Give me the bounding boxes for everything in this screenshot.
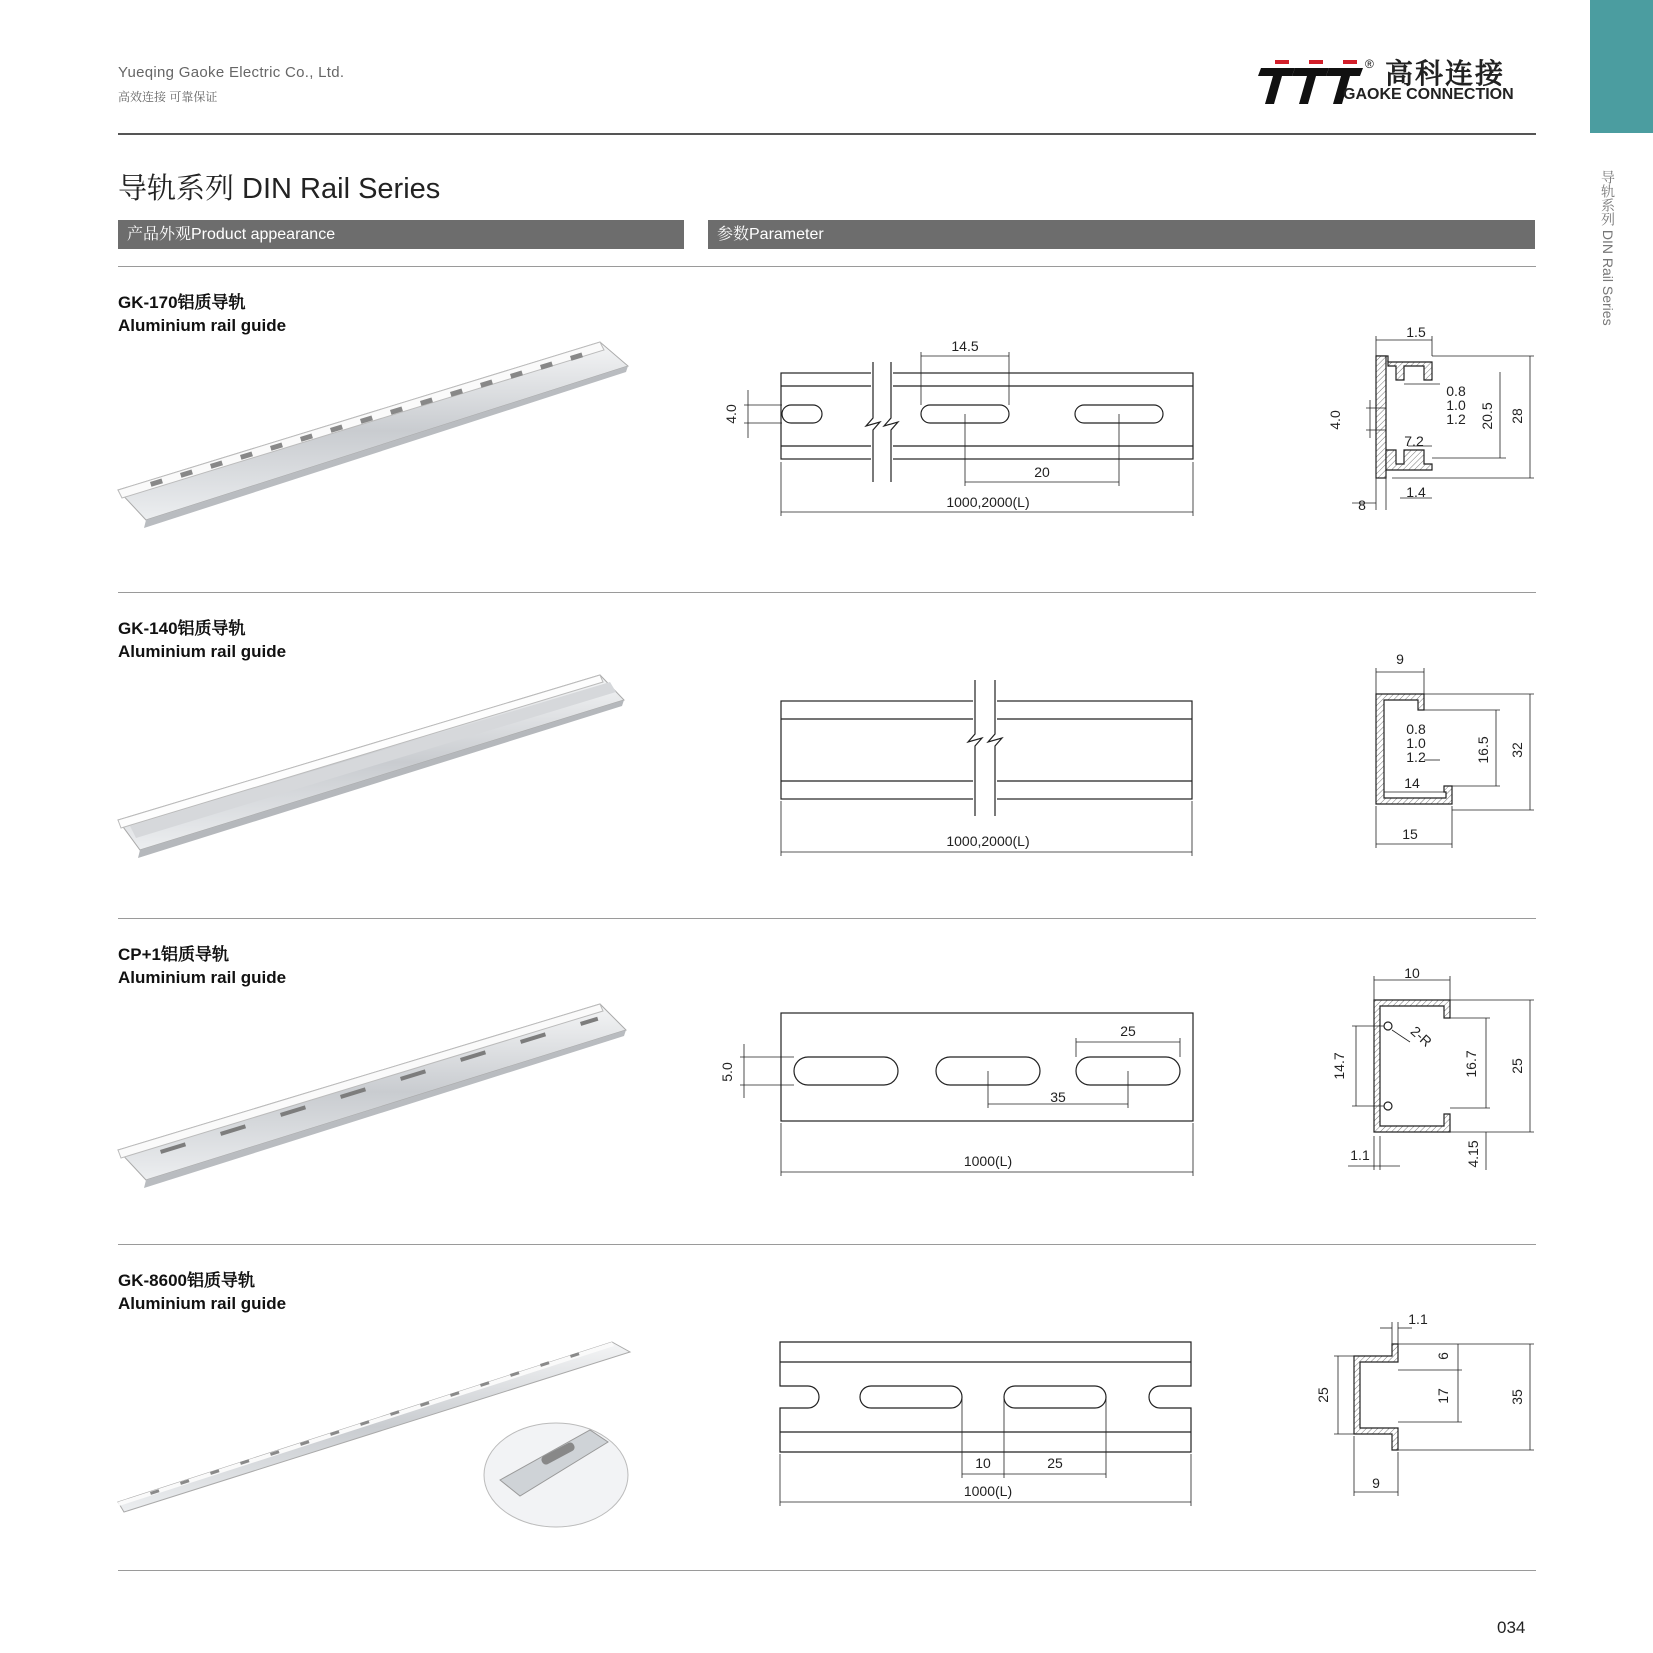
dim-label: 9 bbox=[1372, 1475, 1380, 1491]
logo-text-cn: 高科连接 bbox=[1385, 58, 1506, 89]
dim-label: 10 bbox=[975, 1455, 991, 1471]
dim-label: 5.0 bbox=[719, 1062, 735, 1082]
dim-label: 1.0 bbox=[1406, 735, 1426, 751]
registered-mark: ® bbox=[1365, 57, 1374, 71]
dim-label: 1.2 bbox=[1406, 749, 1426, 765]
dim-label: 1000(L) bbox=[963, 1483, 1013, 1499]
rail-photo-cp1 bbox=[118, 1004, 626, 1188]
dim-label: 35 bbox=[1050, 1089, 1066, 1105]
dim-label: 25 bbox=[1315, 1387, 1331, 1403]
dim-label: 1.0 bbox=[1446, 397, 1466, 413]
rail-photo-gk170 bbox=[118, 342, 628, 528]
dim-label: 15 bbox=[1402, 826, 1418, 842]
dim-label: 1.1 bbox=[1350, 1147, 1370, 1163]
dim-label: 28 bbox=[1509, 408, 1525, 424]
product-subtitle: Aluminium rail guide bbox=[118, 642, 287, 661]
dim-label: 35 bbox=[1509, 1389, 1525, 1405]
page-title: 导轨系列 DIN Rail Series bbox=[118, 173, 441, 205]
dim-label: 25 bbox=[1509, 1058, 1525, 1074]
drawing-gk8600-front bbox=[780, 1342, 1191, 1506]
dim-label: 16.5 bbox=[1475, 736, 1491, 764]
dim-label: 4.0 bbox=[723, 404, 739, 424]
side-section-label: 导轨系列 DIN Rail Series bbox=[1600, 170, 1616, 326]
dim-label: 0.8 bbox=[1406, 721, 1426, 737]
dim-label: 20.5 bbox=[1479, 402, 1495, 430]
dim-label: 1000,2000(L) bbox=[946, 833, 1030, 849]
dim-label: 1.1 bbox=[1408, 1311, 1428, 1327]
page-number: 034 bbox=[1497, 1618, 1526, 1637]
dim-label: 9 bbox=[1396, 651, 1404, 667]
dim-label: 16.7 bbox=[1463, 1050, 1479, 1078]
dim-label: 14.7 bbox=[1331, 1052, 1347, 1080]
detail-magnifier bbox=[484, 1423, 628, 1527]
dim-label: 4.15 bbox=[1465, 1140, 1481, 1168]
product-model: GK-170铝质导轨 bbox=[118, 293, 246, 312]
product-subtitle: Aluminium rail guide bbox=[118, 316, 287, 335]
dim-label: 25 bbox=[1047, 1455, 1063, 1471]
company-slogan: 高效连接 可靠保证 bbox=[118, 90, 218, 104]
product-subtitle: Aluminium rail guide bbox=[118, 1294, 287, 1313]
dim-label: 4.0 bbox=[1327, 410, 1343, 430]
dim-label: 7.2 bbox=[1404, 433, 1424, 449]
dim-label: 1.2 bbox=[1446, 411, 1466, 427]
dim-label: 8 bbox=[1358, 497, 1366, 513]
product-model: GK-8600铝质导轨 bbox=[118, 1271, 255, 1290]
dim-label: 2-R bbox=[1407, 1022, 1436, 1050]
drawing-cp1-profile bbox=[1348, 976, 1534, 1170]
dim-label: 17 bbox=[1435, 1388, 1451, 1404]
dim-label: 0.8 bbox=[1446, 383, 1466, 399]
section-bar-parameter: 参数Parameter bbox=[708, 220, 1535, 249]
drawing-gk8600-profile bbox=[1334, 1322, 1534, 1496]
product-subtitle: Aluminium rail guide bbox=[118, 968, 287, 987]
product-model: CP+1铝质导轨 bbox=[118, 945, 229, 964]
company-name-en: Yueqing Gaoke Electric Co., Ltd. bbox=[118, 64, 345, 81]
dim-label: 14 bbox=[1404, 775, 1420, 791]
dim-label: 32 bbox=[1509, 742, 1525, 758]
logo-text-en: GAOKE CONNECTION bbox=[1343, 86, 1514, 103]
section-bar-appearance: 产品外观Product appearance bbox=[118, 220, 684, 249]
drawing-gk170-profile bbox=[1352, 336, 1534, 510]
dim-label: 1000,2000(L) bbox=[946, 494, 1030, 510]
dim-label: 14.5 bbox=[951, 338, 979, 354]
product-model: GK-140铝质导轨 bbox=[118, 619, 246, 638]
dim-label: 6 bbox=[1435, 1352, 1451, 1360]
dim-label: 10 bbox=[1404, 965, 1420, 981]
dim-label: 25 bbox=[1120, 1023, 1136, 1039]
dim-label: 1.5 bbox=[1406, 324, 1426, 340]
drawing-gk170-front bbox=[744, 352, 1193, 516]
dim-label: 1.4 bbox=[1406, 484, 1426, 500]
drawing-gk140-front bbox=[781, 680, 1192, 856]
rail-photo-gk140 bbox=[118, 675, 624, 858]
dim-label: 20 bbox=[1034, 464, 1050, 480]
dim-label: 1000(L) bbox=[963, 1153, 1013, 1169]
rail-photo-gk8600 bbox=[118, 1342, 630, 1527]
